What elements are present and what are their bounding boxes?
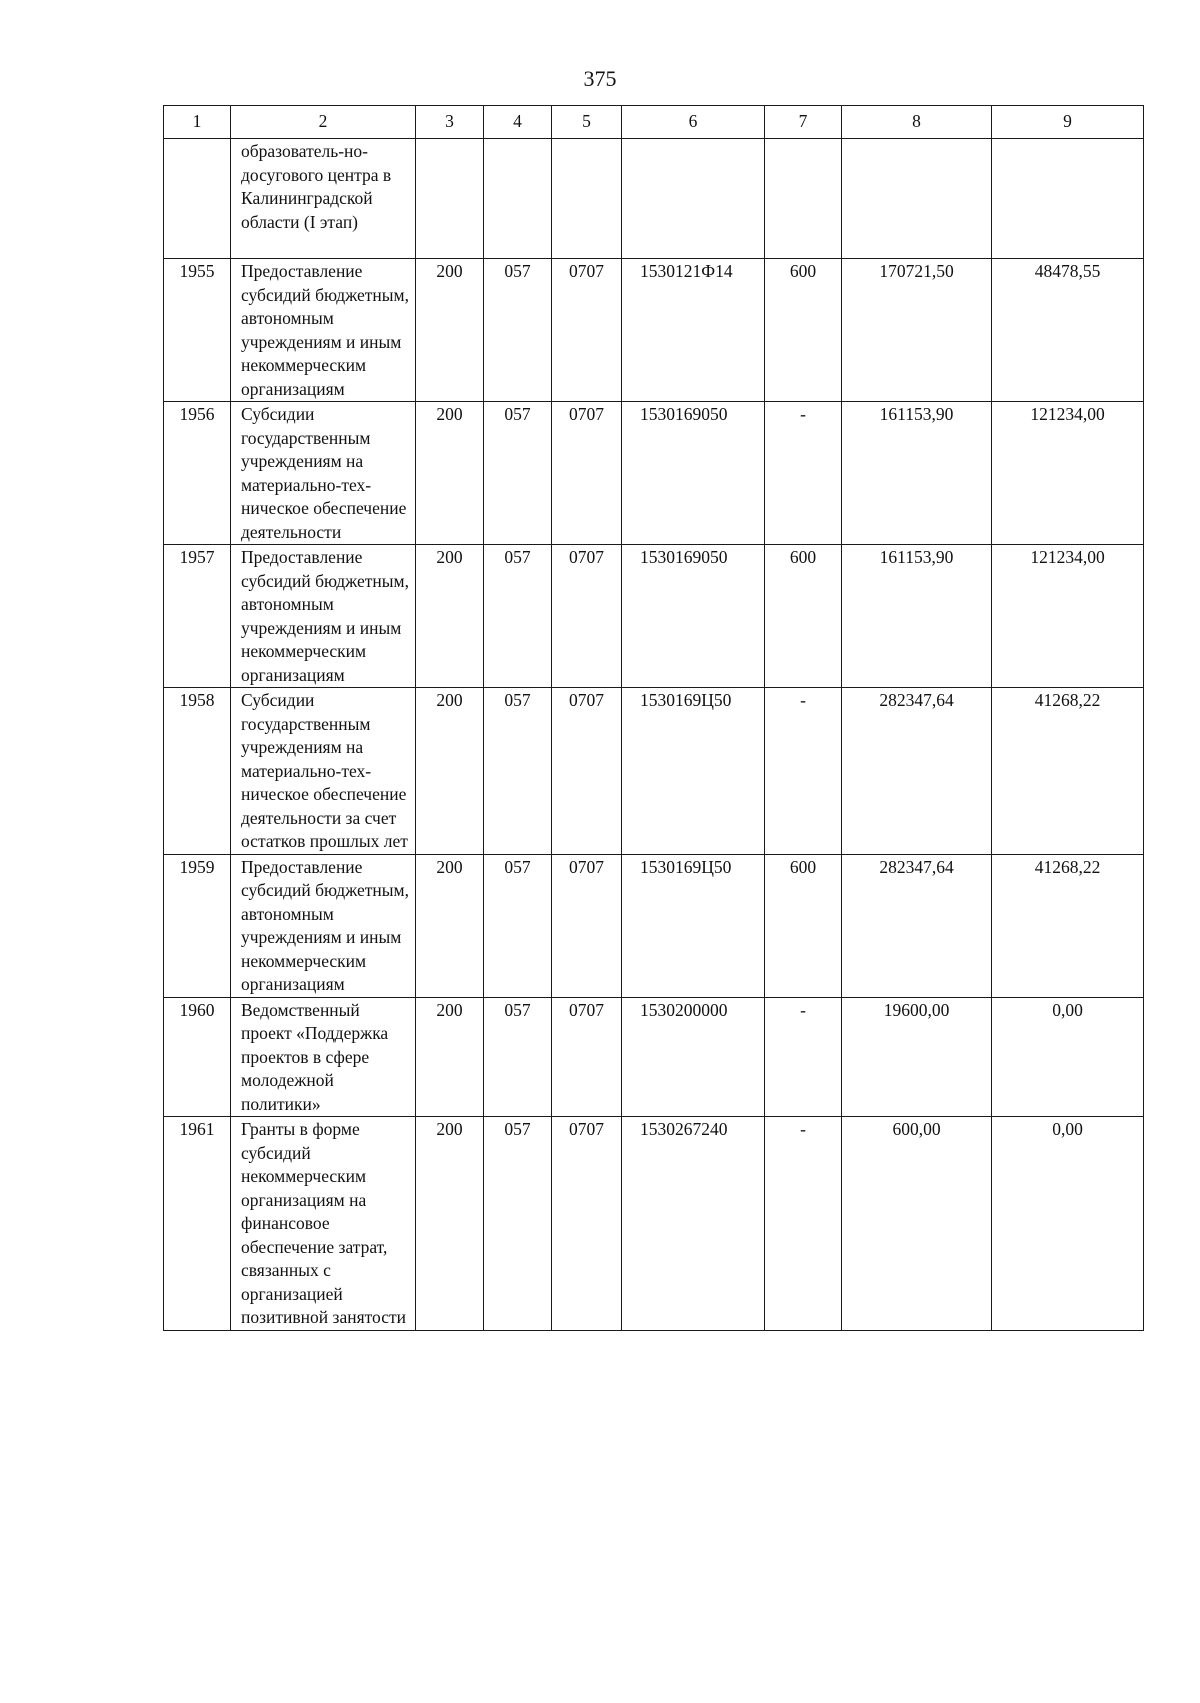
row-col5: 0707: [552, 402, 622, 545]
row-col6: 1530200000: [622, 997, 765, 1117]
row-col6: 1530121Ф14: [622, 259, 765, 402]
row-col7: 600: [765, 854, 842, 997]
row-col7: -: [765, 402, 842, 545]
table-row: [164, 402, 1144, 545]
row-col6: 1530267240: [622, 1117, 765, 1331]
column-header: 1: [164, 106, 231, 139]
row-col9: 48478,55: [992, 259, 1144, 402]
row-col6: 1530169050: [622, 402, 765, 545]
row-col8: 19600,00: [842, 997, 992, 1117]
row-col4: 057: [484, 402, 552, 545]
row-col8: 282347,64: [842, 854, 992, 997]
row-col9: [992, 139, 1144, 259]
row-name: образователь-но-досугового центра в Калининградской области (I этап): [231, 139, 416, 259]
column-header: 4: [484, 106, 552, 139]
row-col7: -: [765, 997, 842, 1117]
row-col9: 0,00: [992, 997, 1144, 1117]
row-col3: 200: [416, 688, 484, 855]
row-name: Ведомственный проект «Поддержка проектов в сфере молодежной политики»: [231, 997, 416, 1117]
row-name: Предоставление субсидий бюджетным, автономным учреждениям и иным некоммерческим организациям: [231, 259, 416, 402]
row-col5: 0707: [552, 688, 622, 855]
row-col6: [622, 139, 765, 259]
row-col5: 0707: [552, 854, 622, 997]
row-number: 1960: [164, 997, 231, 1117]
row-col4: 057: [484, 259, 552, 402]
row-col8: [842, 139, 992, 259]
row-col8: 161153,90: [842, 545, 992, 688]
row-col9: 121234,00: [992, 402, 1144, 545]
row-col9: 121234,00: [992, 545, 1144, 688]
table-header-row: [164, 106, 1144, 139]
table-row: [164, 545, 1144, 688]
row-number: 1955: [164, 259, 231, 402]
row-number: 1958: [164, 688, 231, 855]
table-row: [164, 854, 1144, 997]
row-col3: 200: [416, 259, 484, 402]
table-row: [164, 688, 1144, 855]
column-header: 2: [231, 106, 416, 139]
column-header: 6: [622, 106, 765, 139]
row-col6: 1530169050: [622, 545, 765, 688]
row-col5: 0707: [552, 259, 622, 402]
column-header: 3: [416, 106, 484, 139]
row-col7: 600: [765, 545, 842, 688]
row-name: Предоставление субсидий бюджетным, автономным учреждениям и иным некоммерческим организациям: [231, 545, 416, 688]
row-col3: 200: [416, 997, 484, 1117]
column-header: 5: [552, 106, 622, 139]
column-header: 7: [765, 106, 842, 139]
row-col7: -: [765, 1117, 842, 1331]
row-col4: [484, 139, 552, 259]
row-col3: 200: [416, 854, 484, 997]
row-col3: 200: [416, 545, 484, 688]
row-col6: 1530169Ц50: [622, 854, 765, 997]
row-col8: 170721,50: [842, 259, 992, 402]
row-col3: [416, 139, 484, 259]
row-col4: 057: [484, 854, 552, 997]
row-col9: 0,00: [992, 1117, 1144, 1331]
row-col8: 161153,90: [842, 402, 992, 545]
row-name: Субсидии государственным учреждениям на материально-тех-ническое обеспечение деятельности за счет остатков прошлых лет: [231, 688, 416, 855]
row-name: Субсидии государственным учреждениям на материально-тех-ническое обеспечение деятельности: [231, 402, 416, 545]
row-col4: 057: [484, 997, 552, 1117]
row-col7: 600: [765, 259, 842, 402]
table-row: [164, 259, 1144, 402]
table-row: [164, 997, 1144, 1117]
row-col9: 41268,22: [992, 688, 1144, 855]
row-col3: 200: [416, 1117, 484, 1331]
row-col5: [552, 139, 622, 259]
row-col8: 600,00: [842, 1117, 992, 1331]
row-col5: 0707: [552, 1117, 622, 1331]
page-number: 375: [583, 66, 617, 91]
row-number: [164, 139, 231, 259]
column-header: 9: [992, 106, 1144, 139]
row-col4: 057: [484, 545, 552, 688]
row-number: 1956: [164, 402, 231, 545]
row-col4: 057: [484, 688, 552, 855]
budget-table: [163, 105, 1144, 1331]
column-header: 8: [842, 106, 992, 139]
table-row-continuation: [164, 139, 1144, 259]
row-name: Предоставление субсидий бюджетным, автономным учреждениям и иным некоммерческим организациям: [231, 854, 416, 997]
row-col7: -: [765, 688, 842, 855]
table-row: [164, 1117, 1144, 1331]
row-col3: 200: [416, 402, 484, 545]
row-col8: 282347,64: [842, 688, 992, 855]
row-col5: 0707: [552, 545, 622, 688]
row-number: 1959: [164, 854, 231, 997]
row-col5: 0707: [552, 997, 622, 1117]
row-col6: 1530169Ц50: [622, 688, 765, 855]
row-col7: [765, 139, 842, 259]
row-col4: 057: [484, 1117, 552, 1331]
row-number: 1957: [164, 545, 231, 688]
row-name: Гранты в форме субсидий некоммерческим организациям на финансовое обеспечение затрат, связанных с организацией позитивной занятости: [231, 1117, 416, 1331]
row-number: 1961: [164, 1117, 231, 1331]
row-col9: 41268,22: [992, 854, 1144, 997]
